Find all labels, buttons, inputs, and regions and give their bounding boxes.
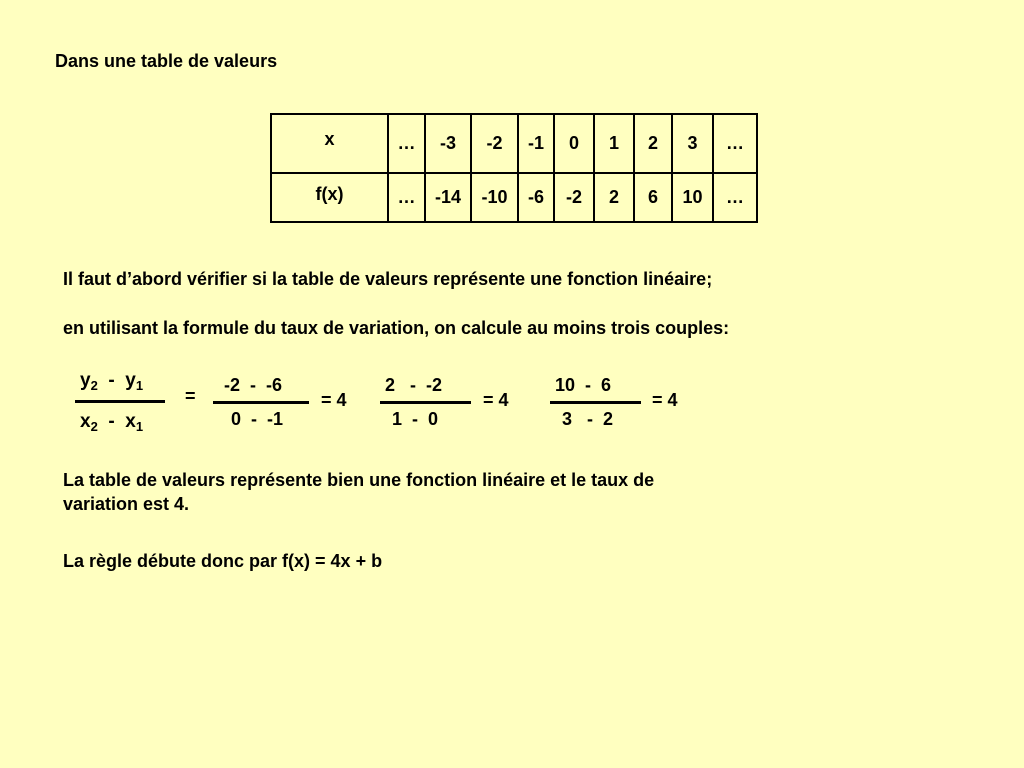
fraction-3-denominator: 3 - 2 — [562, 409, 614, 429]
table-cell: 10 — [672, 173, 713, 222]
table-row-fx — [271, 173, 757, 222]
formula-minus-b: - — [108, 411, 115, 432]
fraction-1-denominator: 0 - -1 — [231, 409, 284, 429]
table-cell: … — [713, 114, 757, 173]
row-label-x: x — [271, 114, 388, 173]
table-cell: -2 — [554, 173, 594, 222]
fraction-2-bar — [380, 401, 471, 404]
paragraph-verify: Il faut d’abord vérifier si la table de valeurs représente une fonction linéaire; — [63, 269, 713, 289]
formula-sub-1b: 1 — [135, 419, 144, 434]
formula-y1: y — [125, 370, 136, 391]
table-cell: -3 — [425, 114, 471, 173]
fraction-1-bar — [213, 401, 309, 404]
formula-denominator — [80, 411, 143, 434]
table-cell: -2 — [471, 114, 518, 173]
table-cell: … — [388, 173, 425, 222]
paragraph-formula: en utilisant la formule du taux de variation, on calcule au moins trois couples: — [63, 318, 730, 338]
formula-sub-1: 1 — [135, 378, 144, 393]
table-cell: 1 — [594, 114, 634, 173]
formula-x1: x — [125, 411, 136, 432]
fraction-2-denominator: 1 - 0 — [392, 409, 439, 429]
fraction-1-numerator: -2 - -6 — [224, 375, 283, 395]
formula-sub-2: 2 — [90, 378, 98, 393]
table-cell: 2 — [634, 114, 672, 173]
formula-x2: x — [80, 411, 91, 432]
table-cell: -6 — [518, 173, 554, 222]
table-cell: -1 — [518, 114, 554, 173]
formula-minus: - — [108, 370, 115, 391]
fraction-3-bar — [550, 401, 641, 404]
values-table — [270, 113, 758, 223]
table-row-x — [271, 114, 757, 173]
table-cell: -10 — [471, 173, 518, 222]
table-cell: -14 — [425, 173, 471, 222]
fraction-3-numerator: 10 - 6 — [555, 375, 612, 395]
fraction-3-result: = 4 — [652, 390, 678, 410]
table-cell: 3 — [672, 114, 713, 173]
table-cell: 2 — [594, 173, 634, 222]
formula-sub-2b: 2 — [90, 419, 98, 434]
rule-statement: La règle débute donc par f(x) = 4x + b — [63, 551, 383, 571]
row-label-fx: f(x) — [271, 173, 388, 222]
formula-fraction-bar — [75, 400, 165, 403]
table-cell: … — [388, 114, 425, 173]
fraction-2-numerator: 2 - -2 — [385, 375, 443, 395]
page-heading: Dans une table de valeurs — [55, 51, 278, 71]
fraction-1-result: = 4 — [321, 390, 347, 410]
table-cell: 6 — [634, 173, 672, 222]
table-cell: … — [713, 173, 757, 222]
formula-y2: y — [80, 370, 91, 391]
conclusion-line-1: La table de valeurs représente bien une fonction linéaire et le taux de — [63, 470, 655, 490]
fraction-2-result: = 4 — [483, 390, 509, 410]
conclusion-line-2: variation est 4. — [63, 494, 190, 514]
formula-numerator — [80, 370, 143, 393]
formula-equals: = — [185, 386, 196, 406]
table-cell: 0 — [554, 114, 594, 173]
